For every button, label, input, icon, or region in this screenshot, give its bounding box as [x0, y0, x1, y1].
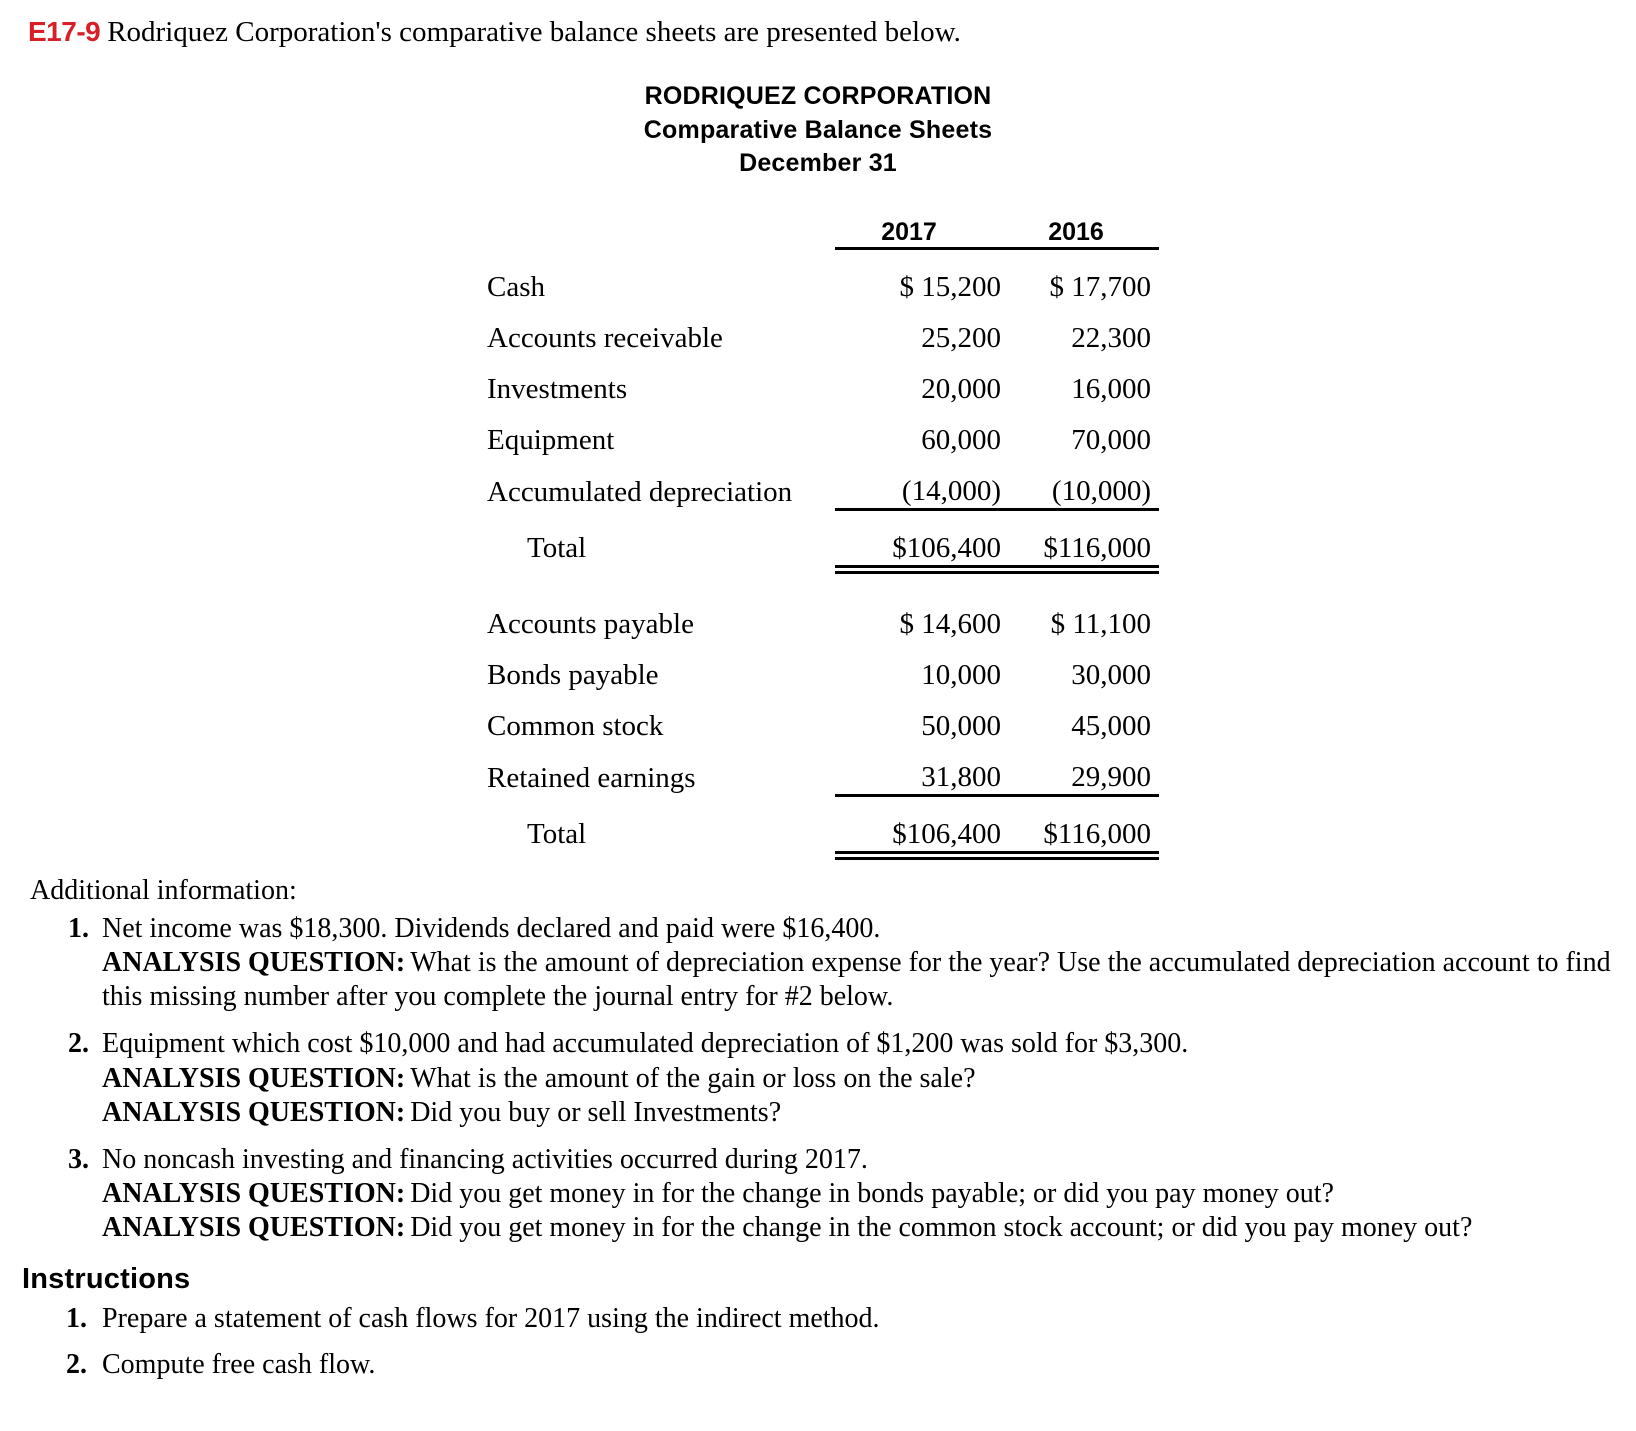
item-text: Net income was $18,300. Dividends declared and paid were $16,400. [102, 912, 881, 944]
additional-information-heading: Additional information: [30, 874, 297, 906]
row-value-2016: 45,000 [1071, 709, 1151, 742]
row-label: Investments [487, 372, 628, 405]
column-header-2017: 2017 [881, 217, 937, 246]
table-row [487, 692, 1159, 743]
row-value-2017: 50,000 [921, 709, 1001, 742]
liabilities-total-row [487, 795, 1159, 851]
row-label: Accounts payable [487, 607, 694, 640]
row-value-2016: $ 17,700 [1001, 248, 1159, 304]
row-value-2016: $116,000 [1001, 795, 1159, 851]
list-marker: 2. [68, 1028, 89, 1060]
analysis-question [102, 1096, 1636, 1130]
row-value-2017: $106,400 [835, 795, 1001, 851]
row-label: Common stock [487, 709, 664, 742]
company-name: RODRIQUEZ CORPORATION [644, 82, 992, 111]
assets-total-double-rule [487, 565, 1159, 574]
table-row [487, 457, 1159, 510]
intro-line [0, 0, 1636, 50]
balance-sheet-table [487, 203, 1159, 860]
analysis-question [102, 946, 1636, 1014]
analysis-question-text: What is the amount of the gain or loss on the sale? [410, 1062, 976, 1094]
row-label: Accumulated depreciation [487, 476, 793, 509]
row-label: Total [527, 531, 587, 564]
header-blank [487, 203, 835, 249]
row-value-2016: 70,000 [1071, 423, 1151, 456]
analysis-question [102, 1177, 1636, 1211]
list-marker: 3. [68, 1143, 89, 1175]
additional-information-section [0, 874, 1636, 1246]
rule-segment-2017 [835, 565, 1001, 574]
liabilities-total-double-rule [487, 851, 1159, 860]
statement-name: Comparative Balance Sheets [643, 115, 993, 144]
analysis-question-label: ANALYSIS QUESTION: [102, 1212, 406, 1244]
table-row [487, 355, 1159, 406]
table-header-row [487, 203, 1159, 249]
instructions-heading: Instructions [22, 1263, 191, 1296]
list-item [22, 1302, 1636, 1336]
instructions-list [22, 1302, 1636, 1382]
table-row [487, 590, 1159, 641]
balance-sheet-table-wrap [0, 203, 1636, 860]
column-header-2016: 2016 [1048, 217, 1104, 246]
analysis-question-text: Did you get money in for the change in the common stock account; or did you pay money out? [410, 1212, 1473, 1244]
item-text: No noncash investing and financing activities occurred during 2017. [102, 1143, 868, 1175]
row-value-2016: 30,000 [1071, 658, 1151, 691]
list-item [22, 1348, 1636, 1382]
rule-blank [487, 851, 835, 860]
rule-segment-2016 [1001, 851, 1159, 860]
exercise-code: E17-9 [28, 16, 101, 47]
analysis-question [102, 1062, 1636, 1096]
item-text: Prepare a statement of cash flows for 2017 using the indirect method. [102, 1303, 880, 1335]
list-marker: 1. [66, 1303, 87, 1335]
table-row [487, 743, 1159, 796]
table-row [487, 248, 1159, 304]
row-value-2017: $ 14,600 [899, 607, 1001, 640]
row-value-2016: $ 11,100 [1050, 607, 1151, 640]
row-value-2017: 60,000 [921, 423, 1001, 456]
list-item [30, 1143, 1636, 1245]
item-text: Compute free cash flow. [102, 1349, 376, 1381]
row-value-2017: $106,400 [835, 509, 1001, 565]
additional-information-list [30, 912, 1636, 1245]
row-value-2016: 16,000 [1071, 372, 1151, 405]
analysis-question-label: ANALYSIS QUESTION: [102, 1096, 406, 1128]
list-marker: 2. [66, 1349, 87, 1381]
rule-segment-2016 [1001, 565, 1159, 574]
instructions-section [0, 1263, 1636, 1382]
row-label: Cash [487, 270, 545, 303]
row-value-2017: 10,000 [921, 658, 1001, 691]
assets-total-row [487, 509, 1159, 565]
row-value-2017: (14,000) [901, 474, 1001, 507]
analysis-question [102, 1211, 1636, 1245]
analysis-question-label: ANALYSIS QUESTION: [102, 1178, 406, 1209]
statement-date: December 31 [739, 149, 897, 178]
row-value-2017: 25,200 [921, 321, 1001, 354]
list-item [30, 912, 1636, 1014]
analysis-question-label: ANALYSIS QUESTION: [102, 1062, 406, 1094]
row-value-2016: $116,000 [1001, 509, 1159, 565]
row-label: Bonds payable [487, 658, 659, 691]
row-label: Equipment [487, 423, 615, 456]
statement-title-block [0, 80, 1636, 181]
row-value-2017: 31,800 [921, 760, 1001, 793]
list-marker: 1. [68, 912, 89, 944]
row-value-2017: 20,000 [921, 372, 1001, 405]
table-row [487, 304, 1159, 355]
analysis-question-text: What is the amount of depreciation expense for the year? Use the accumulated depreciation account to find this missing number after you complete the journal entry for #2 below. [102, 947, 1611, 1013]
row-value-2017: $ 15,200 [835, 248, 1001, 304]
analysis-question-text: Did you get money in for the change in bonds payable; or did you pay money out? [410, 1178, 1334, 1209]
row-label: Total [527, 817, 587, 850]
row-label: Accounts receivable [487, 321, 723, 354]
intro-text: Rodriquez Corporation's comparative balance sheets are presented below. [107, 16, 961, 48]
row-label: Retained earnings [487, 762, 696, 795]
item-text: Equipment which cost $10,000 and had accumulated depreciation of $1,200 was sold for $3,300. [102, 1028, 1189, 1060]
rule-segment-2017 [835, 851, 1001, 860]
row-value-2016: 29,900 [1071, 760, 1151, 793]
analysis-question-label: ANALYSIS QUESTION: [102, 947, 406, 979]
section-spacer [487, 574, 1159, 590]
list-item [30, 1027, 1636, 1129]
row-value-2016: 22,300 [1071, 321, 1151, 354]
rule-blank [487, 565, 835, 574]
table-row [487, 641, 1159, 692]
analysis-question-text: Did you buy or sell Investments? [410, 1096, 782, 1128]
row-value-2016: (10,000) [1051, 474, 1151, 507]
table-row [487, 406, 1159, 457]
